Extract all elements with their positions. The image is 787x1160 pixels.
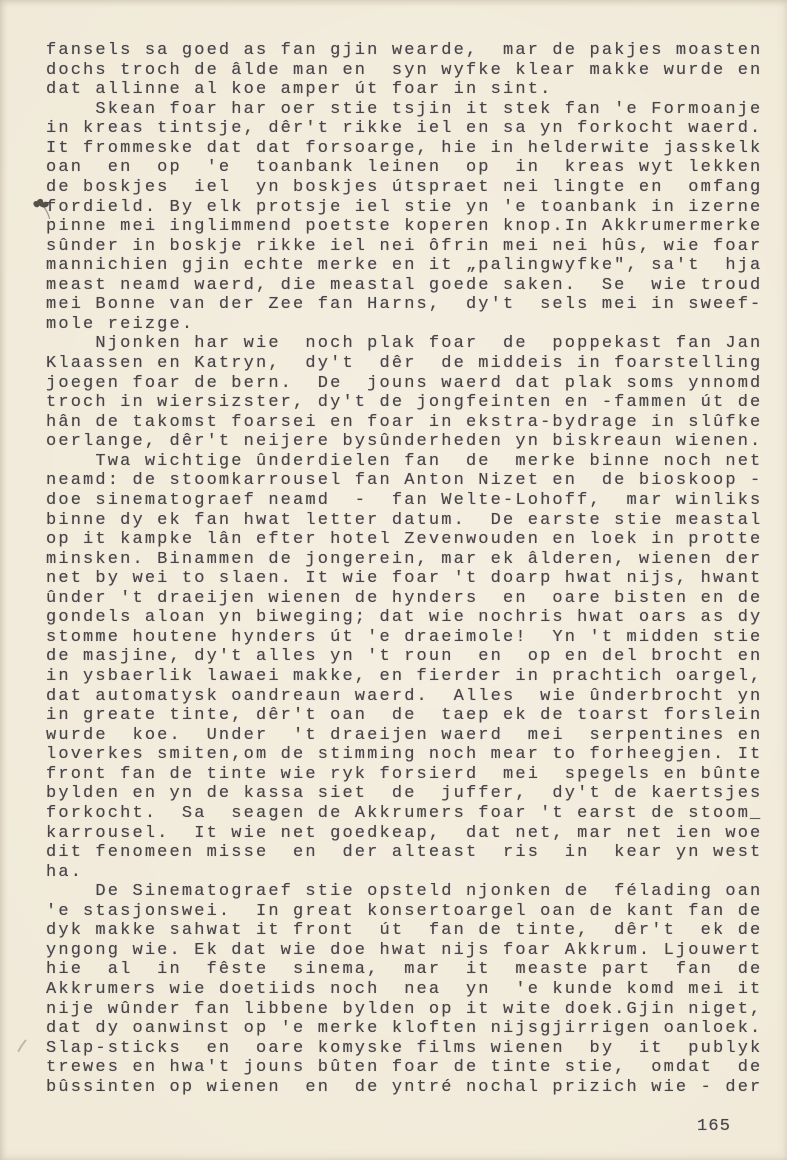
text-line: neamd: de stoomkarrousel fan Anton Nizet en de bioskoop - — [46, 471, 763, 491]
text-line: meast neamd waerd, die meastal goede saken. Se wie troud — [46, 275, 763, 295]
text-line: sûnder in boskje rikke iel nei ôfrin mei nei hûs, wie foar — [46, 236, 763, 256]
text-line: de boskjes iel yn boskjes útspraet nei lingte en omfang — [46, 177, 763, 197]
text-line: Njonken har wie noch plak foar de poppekast fan Jan — [46, 334, 763, 354]
text-line: fordield. By elk protsje iel stie yn 'e toanbank in izerne — [46, 197, 763, 217]
text-line: bylden en yn de kassa siet de juffer, dy't de kaertsjes — [46, 784, 763, 804]
text-line: joegen foar de bern. De jouns waerd dat plak soms ynnomd — [46, 373, 763, 393]
text-line: Akkrumers wie doetiids noch nea yn 'e kunde komd mei it — [46, 980, 763, 999]
text-line: Klaassen en Katryn, dy't dêr de middeis in foarstelling — [46, 354, 763, 373]
text-line: yngong wie. Ek dat wie doe hwat nijs foar Akkrum. Ljouwert — [46, 940, 763, 960]
text-line: hie al in fêste sinema, mar it measte part fan de — [46, 960, 763, 980]
text-line: troch in wiersizster, dy't de jongfeinten en -fammen út de — [46, 393, 763, 413]
text-line: in kreas tintsje, dêr't rikke iel en sa yn forkocht waerd. — [46, 119, 763, 139]
text-line: wurde koe. Under 't draeijen waerd mei serpentines en — [46, 725, 763, 745]
pencil-stray-mark — [15, 1038, 29, 1059]
text-line: dyk makke sahwat it front út fan de tinte, dêr't ek de — [46, 921, 763, 941]
text-line: fansels sa goed as fan gjin wearde, mar de pakjes moasten — [46, 41, 763, 60]
text-line: mannichien gjin echte merke en it „palingwyfke", sa't hja — [46, 256, 763, 276]
text-line: oan en op 'e toanbank leinen op in kreas wyt lekken — [46, 158, 763, 178]
text-line: net by wei to slaen. It wie foar 't doarp hwat nijs, hwant — [46, 569, 763, 589]
text-line: in ysbaerlik lawaei makke, en fierder in prachtich oargel, — [46, 667, 763, 686]
text-line: binne dy ek fan hwat letter datum. De earste stie meastal — [46, 510, 763, 530]
page-number: 165 — [697, 1117, 732, 1136]
text-line: minsken. Binammen de jongerein, mar ek âlderen, wienen der — [46, 549, 763, 569]
text-line: loverkes smiten,om de stimming noch mear to forheegjen. It — [46, 745, 763, 765]
text-line: hân de takomst foarsei en foar in ekstra-bydrage in slûfke — [46, 412, 763, 432]
text-line: mei Bonne van der Zee fan Harns, dy't sels mei in sweef- — [46, 295, 763, 315]
text-line: Slap-sticks en oare komyske films wienen by it publyk — [46, 1038, 763, 1058]
text-line: op it kampke lân efter hotel Zevenwouden en loek in protte — [46, 530, 763, 550]
text-line: It frommeske dat dat forsoarge, hie in helderwite jasskelk — [46, 138, 763, 158]
text-line: dat allinne al koe amper út foar in sint. — [46, 80, 553, 100]
text-line: nije wûnder fan libbene bylden op it wite doek.Gjin niget, — [46, 999, 763, 1019]
text-line: karrousel. It wie net goedkeap, dat net, mar net ien woe — [46, 823, 763, 843]
text-line: dochs troch de âlde man en syn wyfke klear makke wurde en — [46, 60, 763, 80]
text-line: De Sinematograef stie opsteld njonken de félading oan — [46, 882, 763, 902]
text-line: pinne mei inglimmend poetste koperen knop.In Akkrumermerke — [46, 217, 763, 237]
text-line: front fan de tinte wie ryk forsierd mei spegels en bûnte — [46, 764, 763, 784]
text-line: in greate tinte, dêr't oan de taep ek de toarst forslein — [46, 706, 763, 726]
text-line: forkocht. Sa seagen de Akkrumers foar 't earst de stoom_ — [46, 803, 763, 823]
text-line: trewes en hwa't jouns bûten foar de tinte stie, omdat de — [46, 1058, 763, 1078]
text-line: de masjine, dy't alles yn 't roun en op en del brocht en — [46, 647, 763, 667]
text-line: Twa wichtige ûnderdielen fan de merke binne noch net — [46, 451, 763, 471]
text-line: dat automatysk oandreaun waerd. Alles wie ûnderbrocht yn — [46, 686, 763, 706]
text-line: dat dy oanwinst op 'e merke kloften nijsgjirrigen oanloek. — [46, 1019, 763, 1039]
text-line: bûssinten op wienen en de yntré nochal prizich wie - der — [46, 1077, 763, 1097]
text-line: Skean foar har oer stie tsjin it stek fan 'e Formoanje — [46, 99, 763, 119]
text-line: 'e stasjonswei. In great konsertoargel oan de kant fan de — [46, 901, 763, 921]
text-line: oerlange, dêr't neijere bysûnderheden yn biskreaun wienen. — [46, 432, 763, 452]
text-line: doe sinematograef neamd - fan Welte-Lohoff, mar winliks — [46, 490, 763, 510]
text-line: mole reizge. — [46, 314, 195, 334]
text-line: stomme houtene hynders út 'e draeimole! Yn 't midden stie — [46, 627, 763, 647]
text-line: ûnder 't draeijen wienen de hynders en oare bisten en de — [46, 588, 763, 608]
text-line: dit fenomeen misse en der alteast ris in kear yn west — [46, 843, 763, 863]
page-text — [46, 41, 776, 1097]
text-line: gondels aloan yn biweging; dat wie nochris hwat oars as dy — [46, 608, 763, 628]
text-line: ha. — [46, 862, 84, 882]
